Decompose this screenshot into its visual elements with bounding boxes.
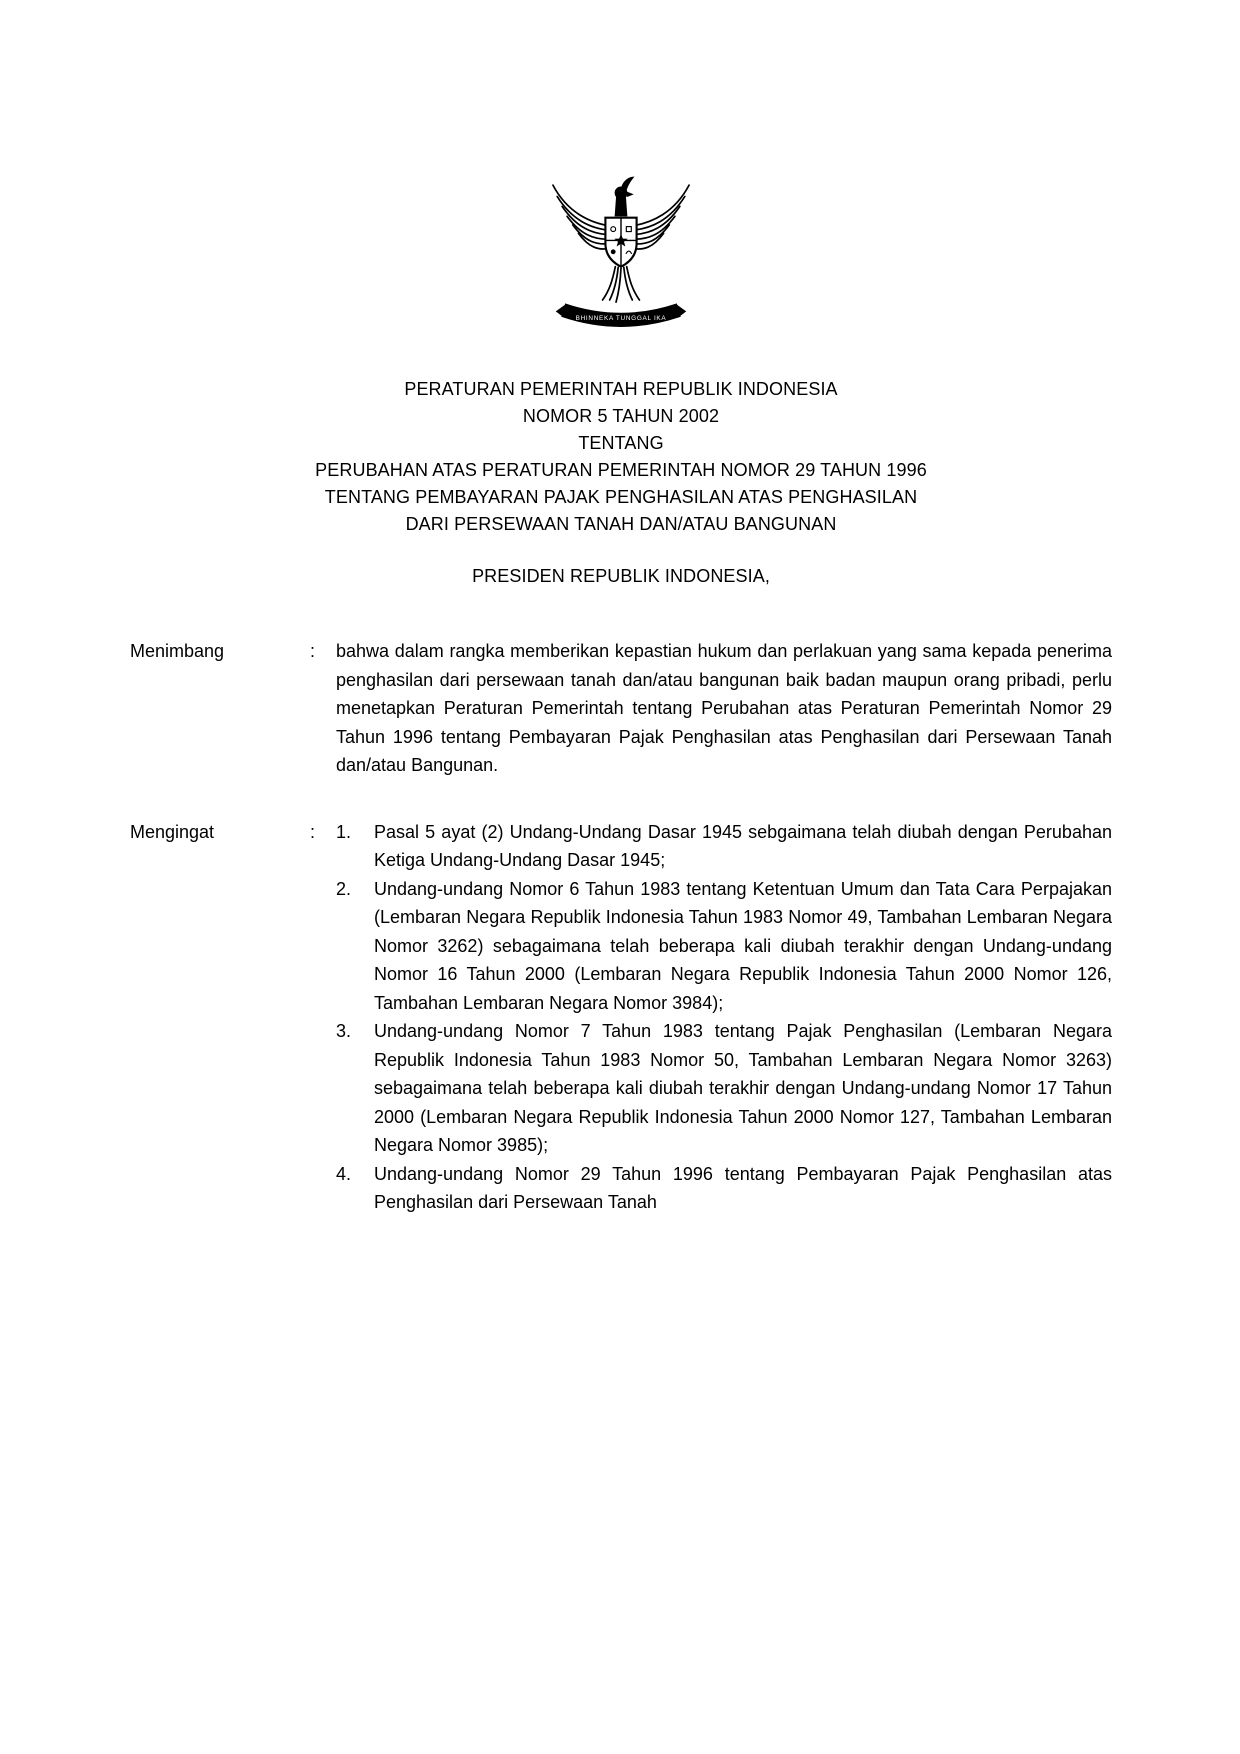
title-line-number: NOMOR 5 TAHUN 2002	[522, 406, 720, 426]
legal-basis-item-4	[336, 1160, 1112, 1217]
title-line-subject-2: TENTANG PEMBAYARAN PAJAK PENGHASILAN ATAS PENGHASILAN	[324, 487, 918, 507]
garuda-pancasila-emblem	[130, 172, 1112, 350]
document-title-block	[130, 376, 1112, 538]
item-number: 4.	[336, 1163, 352, 1184]
section-colon: :	[310, 641, 316, 661]
legal-basis-item-3	[336, 1017, 1112, 1160]
item-text: Pasal 5 ayat (2) Undang-Undang Dasar 1945 sebgaimana telah diubah dengan Perubahan Ketiga Undang-Undang Dasar 1945;	[374, 821, 1112, 870]
title-line-subject-1: PERUBAHAN ATAS PERATURAN PEMERINTAH NOMOR 29 TAHUN 1996	[315, 460, 927, 480]
emblem-motto: BHINNEKA TUNGGAL IKA	[575, 314, 667, 322]
item-number: 1.	[336, 821, 352, 842]
document-issuer: PRESIDEN REPUBLIK INDONESIA,	[472, 566, 770, 586]
section-content-menimbang	[336, 637, 1112, 780]
legal-basis-item-1	[336, 818, 1112, 875]
section-colon: :	[310, 821, 316, 842]
section-menimbang	[130, 637, 1112, 780]
considerans-paragraph: bahwa dalam rangka memberikan kepastian hukum dan perlakuan yang sama kepada penerima penghasilan dari persewaan tanah dan/atau bangunan baik badan maupun orang pribadi, perlu menetapkan Peraturan Pemerintah tentang Perubahan atas Peraturan Pemerintah Nomor 29 Tahun 1996 tentang Pembayaran Pajak Penghasilan atas Penghasilan dari Persewaan Tanah dan/atau Bangunan.	[336, 641, 1112, 775]
legal-basis-item-2	[336, 875, 1112, 1018]
section-mengingat	[130, 818, 1112, 1217]
item-text: Undang-undang Nomor 29 Tahun 1996 tentang Pembayaran Pajak Penghasilan atas Penghasilan dari Persewaan Tanah	[374, 1163, 1112, 1212]
title-line-regulation: PERATURAN PEMERINTAH REPUBLIK INDONESIA	[404, 379, 838, 399]
item-text: Undang-undang Nomor 7 Tahun 1983 tentang Pajak Penghasilan (Lembaran Negara Republik Indonesia Tahun 1983 Nomor 50, Tambahan Lembaran Negara Nomor 3263) sebagaimana telah beberapa kali diubah terakhir dengan Undang-undang Nomor 17 Tahun 2000 (Lembaran Negara Republik Indonesia Tahun 2000 Nomor 127, Tambahan Lembaran Negara Nomor 3985);	[374, 1021, 1112, 1155]
section-label-mengingat: Mengingat	[130, 821, 215, 842]
item-number: 2.	[336, 878, 352, 899]
title-line-subject-3: DARI PERSEWAAN TANAH DAN/ATAU BANGUNAN	[405, 514, 837, 534]
item-number: 3.	[336, 1021, 352, 1041]
item-text: Undang-undang Nomor 6 Tahun 1983 tentang Ketentuan Umum dan Tata Cara Perpajakan (Lembaran Negara Republik Indonesia Tahun 1983 Nomor 49, Tambahan Lembaran Negara Nomor 3262) sebagaimana telah beberapa kali diubah terakhir dengan Undang-undang Nomor 16 Tahun 2000 (Lembaran Negara Republik Indonesia Tahun 2000 Nomor 126, Tambahan Lembaran Negara Nomor 3984);	[374, 878, 1112, 1013]
section-content-mengingat	[336, 818, 1112, 1217]
title-line-tentang: TENTANG	[578, 433, 664, 453]
section-label-menimbang: Menimbang	[130, 641, 225, 661]
garuda-eagle-graphic	[543, 172, 699, 350]
